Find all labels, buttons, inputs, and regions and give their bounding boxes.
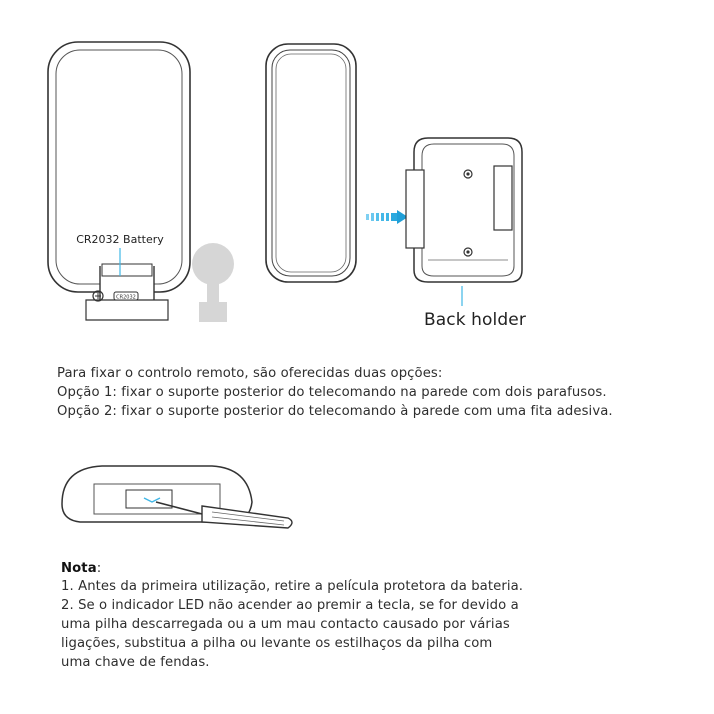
note-line-5: uma chave de fendas. (61, 655, 210, 670)
back-holder-illustration (398, 130, 538, 330)
remote-front-illustration (262, 40, 362, 286)
note-colon: : (96, 561, 102, 576)
battery-label: CR2032 Battery (76, 233, 164, 246)
battery-tag: CR2032 (116, 294, 136, 301)
note-heading (61, 560, 101, 577)
option2-text: Opção 2: fixar o suporte posterior do telecomando à parede com uma fita adesiva. (57, 404, 613, 419)
note-line-4: ligações, substitua a pilha ou levante os estilhaços da pilha com (61, 636, 493, 651)
note-title: Nota (61, 561, 97, 576)
note-line-1: 1. Antes da primeira utilização, retire a película protetora da bateria. (61, 579, 524, 594)
back-holder-label: Back holder (424, 310, 526, 330)
remote-back-illustration (40, 38, 200, 328)
note-line-3: uma pilha descarregada ou a um mau contacto causado por várias (61, 617, 510, 632)
screwdriver-illustration (52, 462, 302, 542)
adhesive-pad-illustration (188, 240, 238, 324)
intro-text: Para fixar o controlo remoto, são oferecidas duas opções: (57, 366, 443, 381)
note-line-2: 2. Se o indicador LED não acender ao premir a tecla, se for devido a (61, 598, 519, 613)
option1-text: Opção 1: fixar o suporte posterior do telecomando na parede com dois parafusos. (57, 385, 607, 400)
